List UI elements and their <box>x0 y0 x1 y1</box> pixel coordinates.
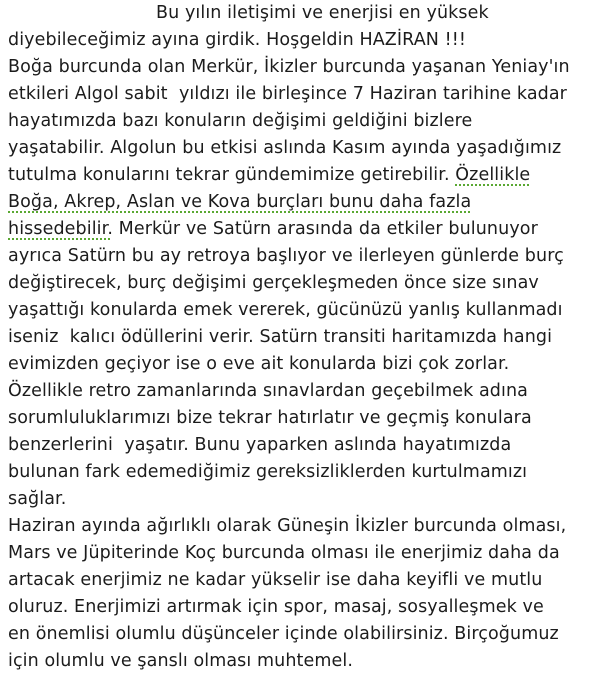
text-line-12: yaşattığı konularda emek vererek, gücünüzü yanlış kullanmadı <box>8 300 563 320</box>
spellcheck-underlined-text: Boğa, Akrep, Aslan ve Kova burçları bunu daha fazla <box>8 192 472 212</box>
text-line-17: benzerlerini yaşatır. Bunu yaparken aslında hayatımızda <box>8 435 512 455</box>
text-line-25: için olumlu ve şanslı olması muhtemel. <box>8 651 354 671</box>
text-line-6: yaşatabilir. Algolun bu etkisi aslında Kasım ayında yaşadığımız <box>8 138 562 158</box>
text-line-13: iseniz kalıcı ödüllerini verir. Satürn transiti haritamızda hangi <box>8 327 553 347</box>
text-line-18: bulunan fark edemediğimiz gereksizliklerden kurtulmamızı <box>8 462 528 482</box>
text-line-24: en önemlisi olumlu düşünceler içinde olabilirsiniz. Birçoğumuz <box>8 624 559 644</box>
spellcheck-underlined-word: Özellikle <box>455 165 531 185</box>
text-line-23: oluruz. Enerjimizi artırmak için spor, masaj, sosyalleşmek ve <box>8 597 544 617</box>
text-line-7 <box>8 164 530 186</box>
text-line-9-rest: Merkür ve Satürn arasında da etkiler bulunuyor <box>112 219 538 239</box>
text-line-5: hayatımızda bazı konuların değişimi geldiğini bizlere <box>8 111 473 131</box>
text-line-10: ayrıca Satürn bu ay retroya başlıyor ve ilerleyen günlerde burç <box>8 246 564 266</box>
text-line-3: Boğa burcunda olan Merkür, İkizler burcunda yaşanan Yeniay'ın <box>8 57 570 77</box>
text-line-21: Mars ve Jüpiterinde Koç burcunda olması ile enerjimiz daha da <box>8 543 560 563</box>
text-line-4: etkileri Algol sabit yıldızı ile birleşince 7 Haziran tarihine kadar <box>8 84 567 104</box>
text-line-2: diyebileceğimiz ayına girdik. Hoşgeldin HAZİRAN !!! <box>8 30 466 50</box>
text-line-8 <box>8 191 471 213</box>
text-line-7-main: tutulma konularını tekrar gündemimize getirebilir. <box>8 165 456 185</box>
text-line-1: Bu yılın iletişimi ve enerjisi en yüksek <box>156 3 489 23</box>
spellcheck-underlined-word-2: hissedebilir. <box>8 219 113 239</box>
text-line-9 <box>8 218 538 240</box>
text-line-11: değiştirecek, burç değişimi gerçekleşmeden önce size sınav <box>8 273 539 293</box>
text-line-14: evimizden geçiyor ise o eve ait konularda bizi çok zorlar. <box>8 354 510 374</box>
text-line-22: artacak enerjimiz ne kadar yükselir ise daha keyifli ve mutlu <box>8 570 543 590</box>
text-line-16: sorumluluklarımızı bize tekrar hatırlatır ve geçmiş konulara <box>8 408 532 428</box>
text-line-20: Haziran ayında ağırlıklı olarak Güneşin İkizler burcunda olması, <box>8 516 567 536</box>
text-line-15: Özellikle retro zamanlarında sınavlardan geçebilmek adına <box>8 381 528 401</box>
text-line-19: sağlar. <box>8 489 67 509</box>
